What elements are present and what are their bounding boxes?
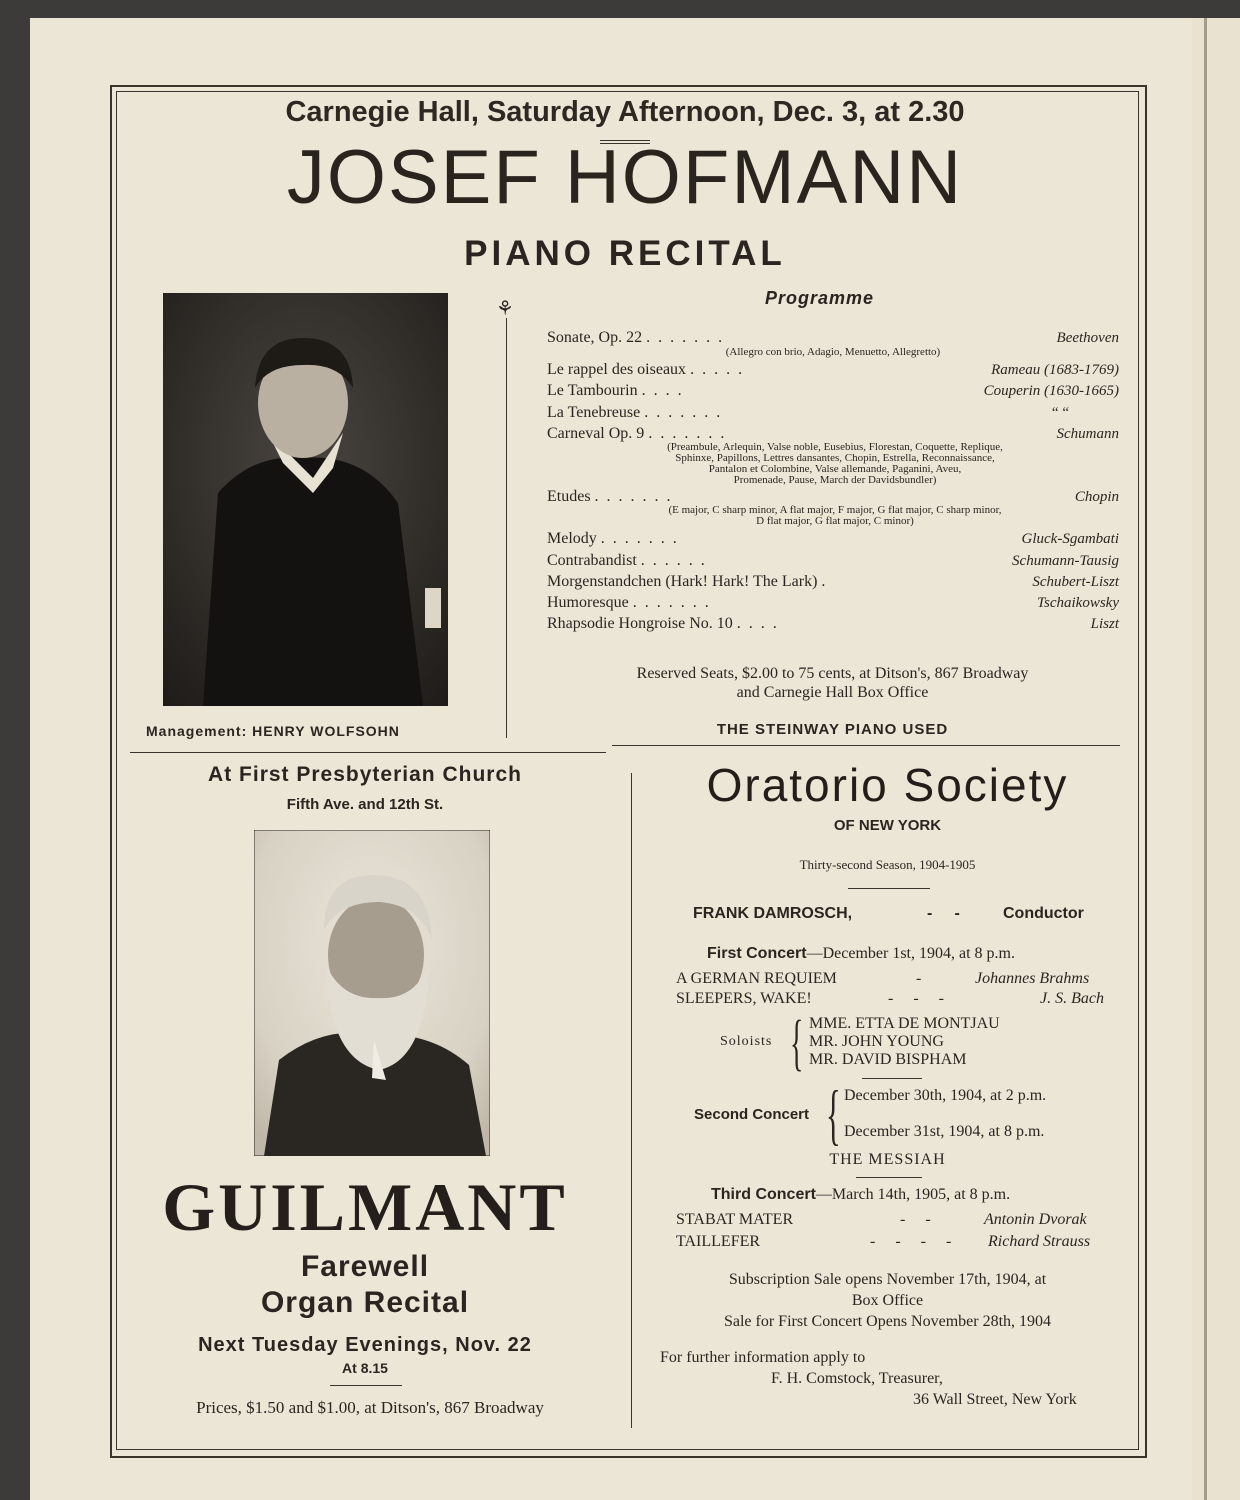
programme-item <box>547 552 1119 570</box>
programme-composer: Couperin (1630-1665) <box>983 383 1119 399</box>
first-work-composer: J. S. Bach <box>1040 990 1104 1007</box>
third-concert <box>711 1186 1010 1204</box>
lower-column-divider <box>631 773 632 1428</box>
conductor-name: FRANK DAMROSCH, <box>693 905 853 922</box>
management-credit: Management: HENRY WOLFSOHN <box>146 723 400 739</box>
first-concert-sale: Sale for First Concert Opens November 28th, 1904 <box>723 1313 1052 1330</box>
programme-composer: Liszt <box>1090 616 1119 632</box>
oratorio-title: Oratorio Society <box>706 759 1069 811</box>
programme-composer: Chopin <box>1074 489 1119 505</box>
hofmann-photo <box>163 293 448 706</box>
oratorio-season: Thirty-second Season, 1904-1905 <box>799 857 976 872</box>
subscription-box-office: Box Office <box>851 1292 924 1309</box>
leader-dots: . . . . . . . <box>600 530 679 547</box>
soloist: MR. DAVID BISPHAM <box>809 1051 967 1068</box>
page-gutter <box>1192 18 1240 1500</box>
leader-dots: . <box>821 573 828 590</box>
guilmant-time: At 8.15 <box>342 1360 388 1376</box>
section-divider-left <box>130 752 606 753</box>
third-work-dash: - - - - <box>870 1233 952 1250</box>
carneval-movements: Pantalon et Colombine, Valse allemande, Paganini, Aveu, <box>708 463 962 475</box>
carneval-movements: Promenade, Pause, March der Davidsbundler) <box>733 474 937 486</box>
first-work-dash: - <box>916 970 922 987</box>
third-work-dash: - - <box>900 1211 931 1228</box>
guilmant-address: Fifth Ave. and 12th St. <box>286 796 444 813</box>
leader-dots: . . . . . . . <box>632 594 711 611</box>
etudes-keys: D flat major, G flat major, C minor) <box>756 515 914 527</box>
programme-title: Sonate, Op. 22 <box>547 329 643 346</box>
hofmann-column-divider <box>506 318 507 738</box>
programme-composer: Rameau (1683-1769) <box>991 362 1119 378</box>
guilmant-organ-recital: Organ Recital <box>260 1286 470 1319</box>
programme-title: La Tenebreuse <box>547 404 641 421</box>
leader-dots: . . . . . <box>690 361 745 378</box>
programme-item <box>547 382 1119 400</box>
reserved-seats: Reserved Seats, $2.00 to 75 cents, at Ditson's, 867 Broadway <box>636 665 1029 682</box>
soloists-label: Soloists <box>720 1034 773 1049</box>
subscription-sale: Subscription Sale opens November 17th, 1904, at <box>728 1271 1047 1288</box>
programme-title: Etudes <box>547 488 591 505</box>
second-concert-date: December 31st, 1904, at 8 p.m. <box>844 1123 1045 1140</box>
leader-dots: . . . . . . . <box>648 425 727 442</box>
guilmant-farewell: Farewell <box>300 1250 430 1283</box>
soloist: MME. ETTA DE MONTJAU <box>809 1015 1000 1032</box>
second-concert-date: December 30th, 1904, at 2 p.m. <box>844 1087 1047 1104</box>
programme-item <box>547 594 1119 612</box>
treasurer-address: 36 Wall Street, New York <box>913 1391 1077 1408</box>
section-divider-right <box>612 745 1120 746</box>
leader-dots: . . . . <box>736 615 779 632</box>
conductor-dashes: - - <box>927 905 960 922</box>
soloist: MR. JOHN YOUNG <box>809 1033 944 1050</box>
guilmant-photo <box>254 830 490 1156</box>
programme-heading: Programme <box>765 288 875 308</box>
oratorio-subtitle: OF NEW YORK <box>833 817 942 834</box>
leader-dots: . . . . <box>641 382 684 399</box>
programme-title: Carneval Op. 9 <box>547 425 645 442</box>
guilmant-date: Next Tuesday Evenings, Nov. 22 <box>198 1334 532 1356</box>
second-concert-work: THE MESSIAH <box>829 1151 946 1168</box>
programme-title: Humoresque <box>547 594 629 611</box>
third-concert-date: —March 14th, 1905, at 8 p.m. <box>815 1186 1011 1203</box>
first-work: A GERMAN REQUIEM <box>676 970 837 987</box>
programme-title: Le Tambourin <box>547 382 638 399</box>
oratorio-rule <box>862 1078 922 1079</box>
first-concert <box>707 945 1015 963</box>
sonate-movements: (Allegro con brio, Adagio, Menuetto, Allegretto) <box>725 346 941 358</box>
programme-composer: Gluck-Sgambati <box>1021 531 1119 547</box>
third-work-composer: Richard Strauss <box>988 1233 1091 1250</box>
programme-composer: “ “ <box>1051 405 1069 421</box>
leader-dots: . . . . . . <box>640 552 707 569</box>
first-concert-date: —December 1st, 1904, at 8 p.m. <box>806 945 1015 962</box>
programme-composer: Tschaikowsky <box>1037 595 1119 611</box>
info-line: For further information apply to <box>660 1349 866 1366</box>
programme-title: Contrabandist <box>547 552 637 569</box>
hofmann-subtitle: PIANO RECITAL <box>464 234 786 273</box>
programme-composer: Schumann <box>1056 426 1119 442</box>
second-concert-label: Second Concert <box>694 1106 810 1123</box>
third-work: TAILLEFER <box>676 1233 761 1250</box>
programme-item <box>547 573 1119 591</box>
programme-item <box>547 404 1119 422</box>
first-work-composer: Johannes Brahms <box>975 970 1090 987</box>
programme-item <box>547 530 1119 548</box>
carneval-movements: Sphinxe, Papillons, Lettres dansantes, Chopin, Estrella, Reconnaissance, <box>675 452 995 464</box>
leader-dots: . . . . . . . <box>646 329 725 346</box>
steinway-note: THE STEINWAY PIANO USED <box>716 721 949 738</box>
binding-edge <box>1204 18 1207 1500</box>
carneval-movements: (Preambule, Arlequin, Valse noble, Eusebius, Florestan, Coquette, Replique, <box>667 441 1003 453</box>
programme-title: Morgenstandchen (Hark! Hark! The Lark) <box>547 573 818 590</box>
programme-title: Rhapsodie Hongroise No. 10 <box>547 615 733 632</box>
leader-dots: . . . . . . . <box>644 404 723 421</box>
guilmant-prices: Prices, $1.50 and $1.00, at Ditson's, 867 Broadway <box>196 1398 544 1417</box>
programme-item <box>547 361 1119 379</box>
lotus-ornament: ⚘ <box>496 298 514 320</box>
programme-item <box>547 329 1119 347</box>
first-concert-label: First Concert <box>707 945 807 962</box>
third-concert-label: Third Concert <box>711 1186 816 1203</box>
third-work: STABAT MATER <box>676 1211 794 1228</box>
guilmant-rule <box>330 1385 402 1386</box>
programme-composer: Schumann-Tausig <box>1012 553 1119 569</box>
second-concert-brace: { <box>826 1076 841 1152</box>
hofmann-headline: Carnegie Hall, Saturday Afternoon, Dec. 3, at 2.30 <box>285 96 965 128</box>
first-work: SLEEPERS, WAKE! <box>676 990 812 1007</box>
leader-dots: . . . . . . . <box>594 488 673 505</box>
guilmant-name: GUILMANT <box>162 1169 568 1245</box>
oratorio-rule <box>856 1177 922 1178</box>
reserved-seats-venue: and Carnegie Hall Box Office <box>736 684 929 701</box>
oratorio-rule <box>848 888 930 889</box>
programme-title: Le rappel des oiseaux <box>547 361 687 378</box>
first-work-dash: - - - <box>888 990 944 1007</box>
soloists-brace: { <box>790 1009 804 1077</box>
hofmann-name: JOSEF HOFMANN <box>286 135 964 220</box>
programme-composer: Beethoven <box>1056 330 1119 346</box>
guilmant-venue: At First Presbyterian Church <box>208 763 522 786</box>
programme-item <box>547 615 1119 633</box>
programme-composer: Schubert-Liszt <box>1032 574 1119 590</box>
third-work-composer: Antonin Dvorak <box>984 1211 1087 1228</box>
etudes-keys: (E major, C sharp minor, A flat major, F major, G flat major, C sharp minor, <box>668 504 1002 516</box>
programme-title: Melody <box>547 530 597 547</box>
conductor-label: Conductor <box>1003 905 1084 922</box>
treasurer: F. H. Comstock, Treasurer, <box>771 1370 943 1387</box>
